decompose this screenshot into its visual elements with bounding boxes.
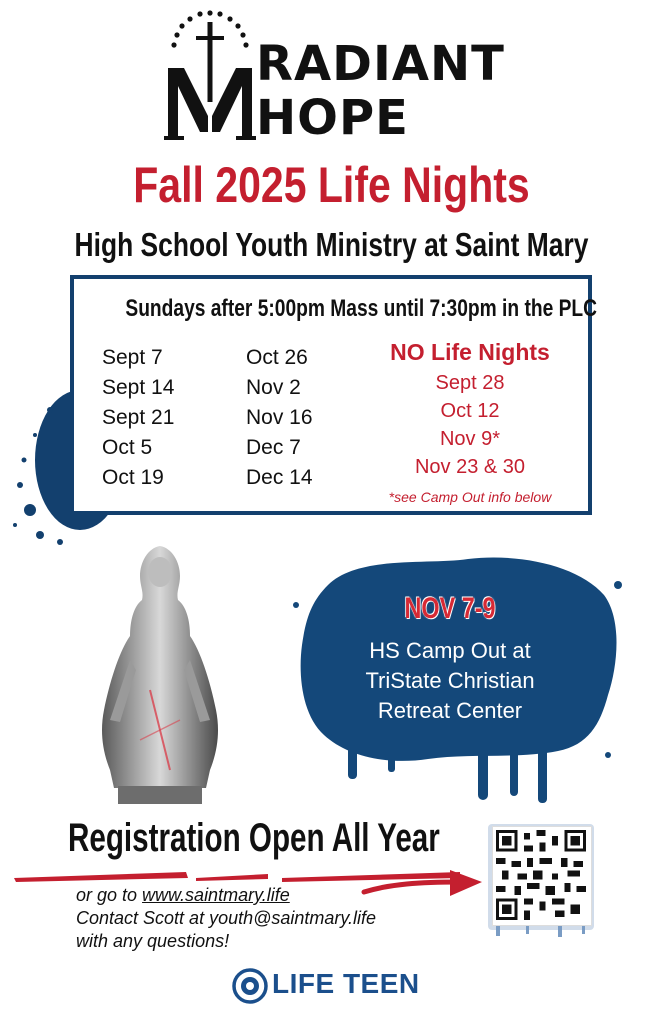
schedule-header: Sundays after 5:00pm Mass until 7:30pm in the PLC <box>125 295 597 322</box>
camp-out-footnote: *see Camp Out info below <box>388 489 552 505</box>
camp-out-date: NOV 7-9 <box>404 592 496 625</box>
no-life-nights-title: NO Life Nights <box>390 339 550 365</box>
date-item: Dec 7 <box>246 436 301 459</box>
dates-column-2 <box>246 343 313 493</box>
registration-heading <box>68 818 440 858</box>
no-night-item: Sept 28 <box>435 372 505 394</box>
logo-monogram-icon <box>160 8 260 148</box>
logo-word-hope: HOPE <box>256 90 409 146</box>
date-item: Sept 21 <box>102 406 175 429</box>
date-item: Oct 5 <box>102 436 153 459</box>
qr-code-icon[interactable] <box>496 830 586 920</box>
page-subtitle: High School Youth Ministry at Saint Mary <box>74 226 589 263</box>
no-night-item: Nov 9* <box>439 428 501 450</box>
all-year-word: All Year <box>331 816 440 860</box>
open-word: Open <box>248 816 325 860</box>
arrow-to-qr-icon <box>360 858 490 908</box>
date-item: Nov 16 <box>246 406 313 429</box>
camp-out-description <box>300 636 600 726</box>
camp-out-line: Retreat Center <box>377 698 523 723</box>
schedule-box <box>70 275 597 515</box>
life-teen-sun-icon <box>232 968 268 1004</box>
camp-out-line: TriState Christian <box>365 668 535 693</box>
date-item: Sept 14 <box>102 376 175 399</box>
registration-word: Registration <box>68 816 241 860</box>
camp-out-line: HS Camp Out at <box>369 638 531 663</box>
logo-word-radiant: RADIANT <box>256 36 505 92</box>
date-item: Oct 26 <box>246 346 308 369</box>
mary-statue-image <box>90 540 230 810</box>
no-night-item: Oct 12 <box>440 400 500 422</box>
page-title: Fall 2025 Life Nights <box>133 157 530 213</box>
contact-line: Contact Scott at youth@saintmary.life <box>76 908 377 928</box>
date-item: Sept 7 <box>102 346 163 369</box>
date-item: Dec 14 <box>246 466 313 489</box>
no-life-nights-column <box>354 339 586 481</box>
dates-column-1 <box>102 343 174 493</box>
date-item: Nov 2 <box>246 376 301 399</box>
no-night-item: Nov 23 & 30 <box>414 456 526 478</box>
contact-info <box>76 884 376 953</box>
website-link[interactable]: www.saintmary.life <box>142 885 290 905</box>
contact-line: with any questions! <box>76 931 230 951</box>
date-item: Oct 19 <box>102 466 164 489</box>
life-teen-brand: LIFE TEEN <box>272 968 420 999</box>
link-prefix: or go to <box>76 885 143 905</box>
